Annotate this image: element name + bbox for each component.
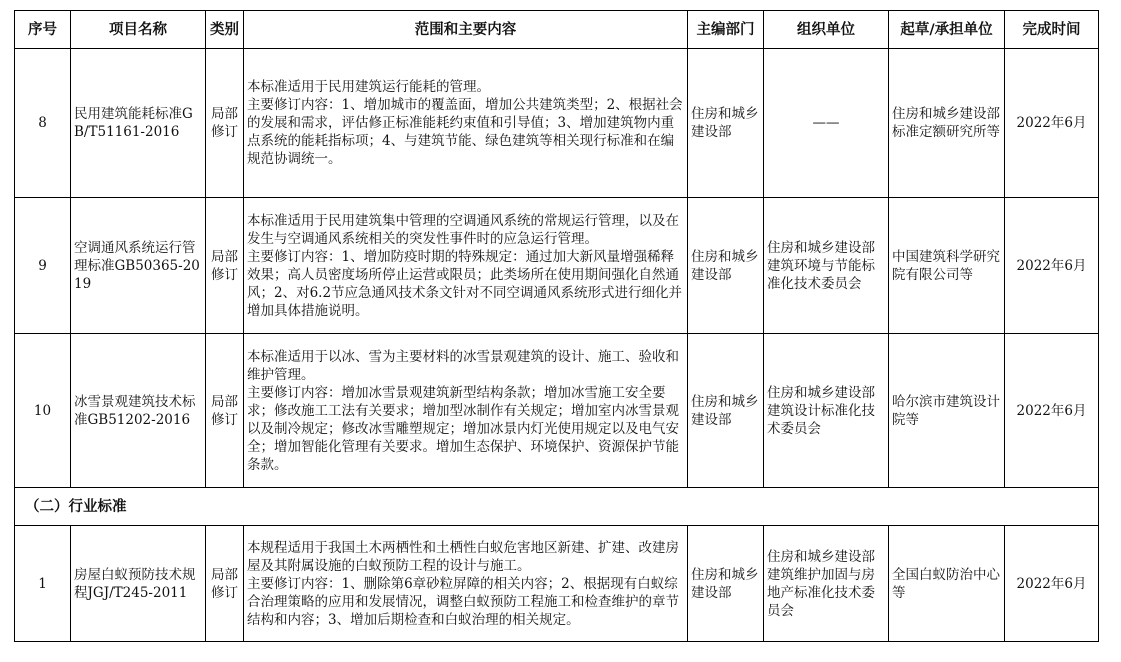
cell-type: 局部修订 [206,49,244,198]
cell-type: 局部修订 [206,526,244,642]
table-row [15,198,1099,334]
cell-editor: 住房和城乡建设部 [688,198,764,334]
header-scope: 范围和主要内容 [244,11,688,49]
header-drafter: 起草/承担单位 [889,11,1005,49]
cell-name: 房屋白蚁预防技术规程JGJ/T245-2011 [71,526,206,642]
cell-org: —— [764,49,889,198]
table-row [15,526,1099,642]
cell-time: 2022年6月 [1005,49,1099,198]
cell-drafter: 哈尔滨市建筑设计院等 [889,334,1005,488]
cell-name: 冰雪景观建筑技术标准GB51202-2016 [71,334,206,488]
header-time: 完成时间 [1005,11,1099,49]
cell-seq: 10 [15,334,71,488]
cell-time: 2022年6月 [1005,334,1099,488]
cell-seq: 1 [15,526,71,642]
cell-drafter: 中国建筑科学研究院有限公司等 [889,198,1005,334]
cell-org: 住房和城乡建设部建筑设计标准化技术委员会 [764,334,889,488]
cell-editor: 住房和城乡建设部 [688,526,764,642]
table-row [15,334,1099,488]
cell-name: 空调通风系统运行管理标准GB50365-2019 [71,198,206,334]
section-row [15,488,1099,526]
cell-drafter: 住房和城乡建设部标准定额研究所等 [889,49,1005,198]
header-name: 项目名称 [71,11,206,49]
cell-scope: 本标准适用于民用建筑集中管理的空调通风系统的常规运行管理，以及在发生与空调通风系统相关的突发性事件时的应急运行管理。 主要修订内容：1、增加防疫时期的特殊规定：通过加大新风量增强稀释效果；高人员密度场所停止运营或限员；此类场所在使用期间强化自然通风；2、对6.2节应急通风技术条文针对不同空调通风系统形式进行细化并增加具体措施说明。 [244,198,688,334]
header-org: 组织单位 [764,11,889,49]
table-row [15,49,1099,198]
cell-seq: 8 [15,49,71,198]
document-page [14,10,1099,642]
cell-scope: 本标准适用于民用建筑运行能耗的管理。 主要修订内容：1、增加城市的覆盖面，增加公共建筑类型；2、根据社会的发展和需求，评估修正标准能耗约束值和引导值；3、增加建筑物内重点系统的能耗指标项；4、与建筑节能、绿色建筑等相关现行标准和在编规范协调统一。 [244,49,688,198]
cell-time: 2022年6月 [1005,198,1099,334]
cell-org: 住房和城乡建设部建筑环境与节能标准化技术委员会 [764,198,889,334]
cell-seq: 9 [15,198,71,334]
header-row [15,11,1099,49]
header-type: 类别 [206,11,244,49]
cell-time: 2022年6月 [1005,526,1099,642]
cell-scope: 本标准适用于以冰、雪为主要材料的冰雪景观建筑的设计、施工、验收和维护管理。 主要修订内容：增加冰雪景观建筑新型结构条款；增加冰雪施工安全要求；修改施工工法有关要求；增加型冰制作有关规定；增加室内冰雪景观以及制冷规定；修改冰雪雕塑规定；增加冰景内灯光使用规定以及电气安全；增加智能化管理有关要求。增加生态保护、环境保护、资源保护节能条款。 [244,334,688,488]
cell-type: 局部修订 [206,334,244,488]
header-seq: 序号 [15,11,71,49]
cell-name: 民用建筑能耗标准GB/T51161-2016 [71,49,206,198]
cell-editor: 住房和城乡建设部 [688,334,764,488]
cell-editor: 住房和城乡建设部 [688,49,764,198]
section-title: （二）行业标准 [15,488,1099,526]
cell-scope: 本规程适用于我国土木两栖性和土栖性白蚁危害地区新建、扩建、改建房屋及其附属设施的白蚁预防工程的设计与施工。 主要修订内容：1、删除第6章砂粒屏障的相关内容；2、根据现有白蚁综合治理策略的应用和发展情况，调整白蚁预防工程施工和检查维护的章节结构和内容；3、增加后期检查和白蚁治理的相关规定。 [244,526,688,642]
cell-org: 住房和城乡建设部建筑维护加固与房地产标准化技术委员会 [764,526,889,642]
standards-table [14,10,1099,642]
cell-type: 局部修订 [206,198,244,334]
header-editor: 主编部门 [688,11,764,49]
cell-drafter: 全国白蚁防治中心等 [889,526,1005,642]
